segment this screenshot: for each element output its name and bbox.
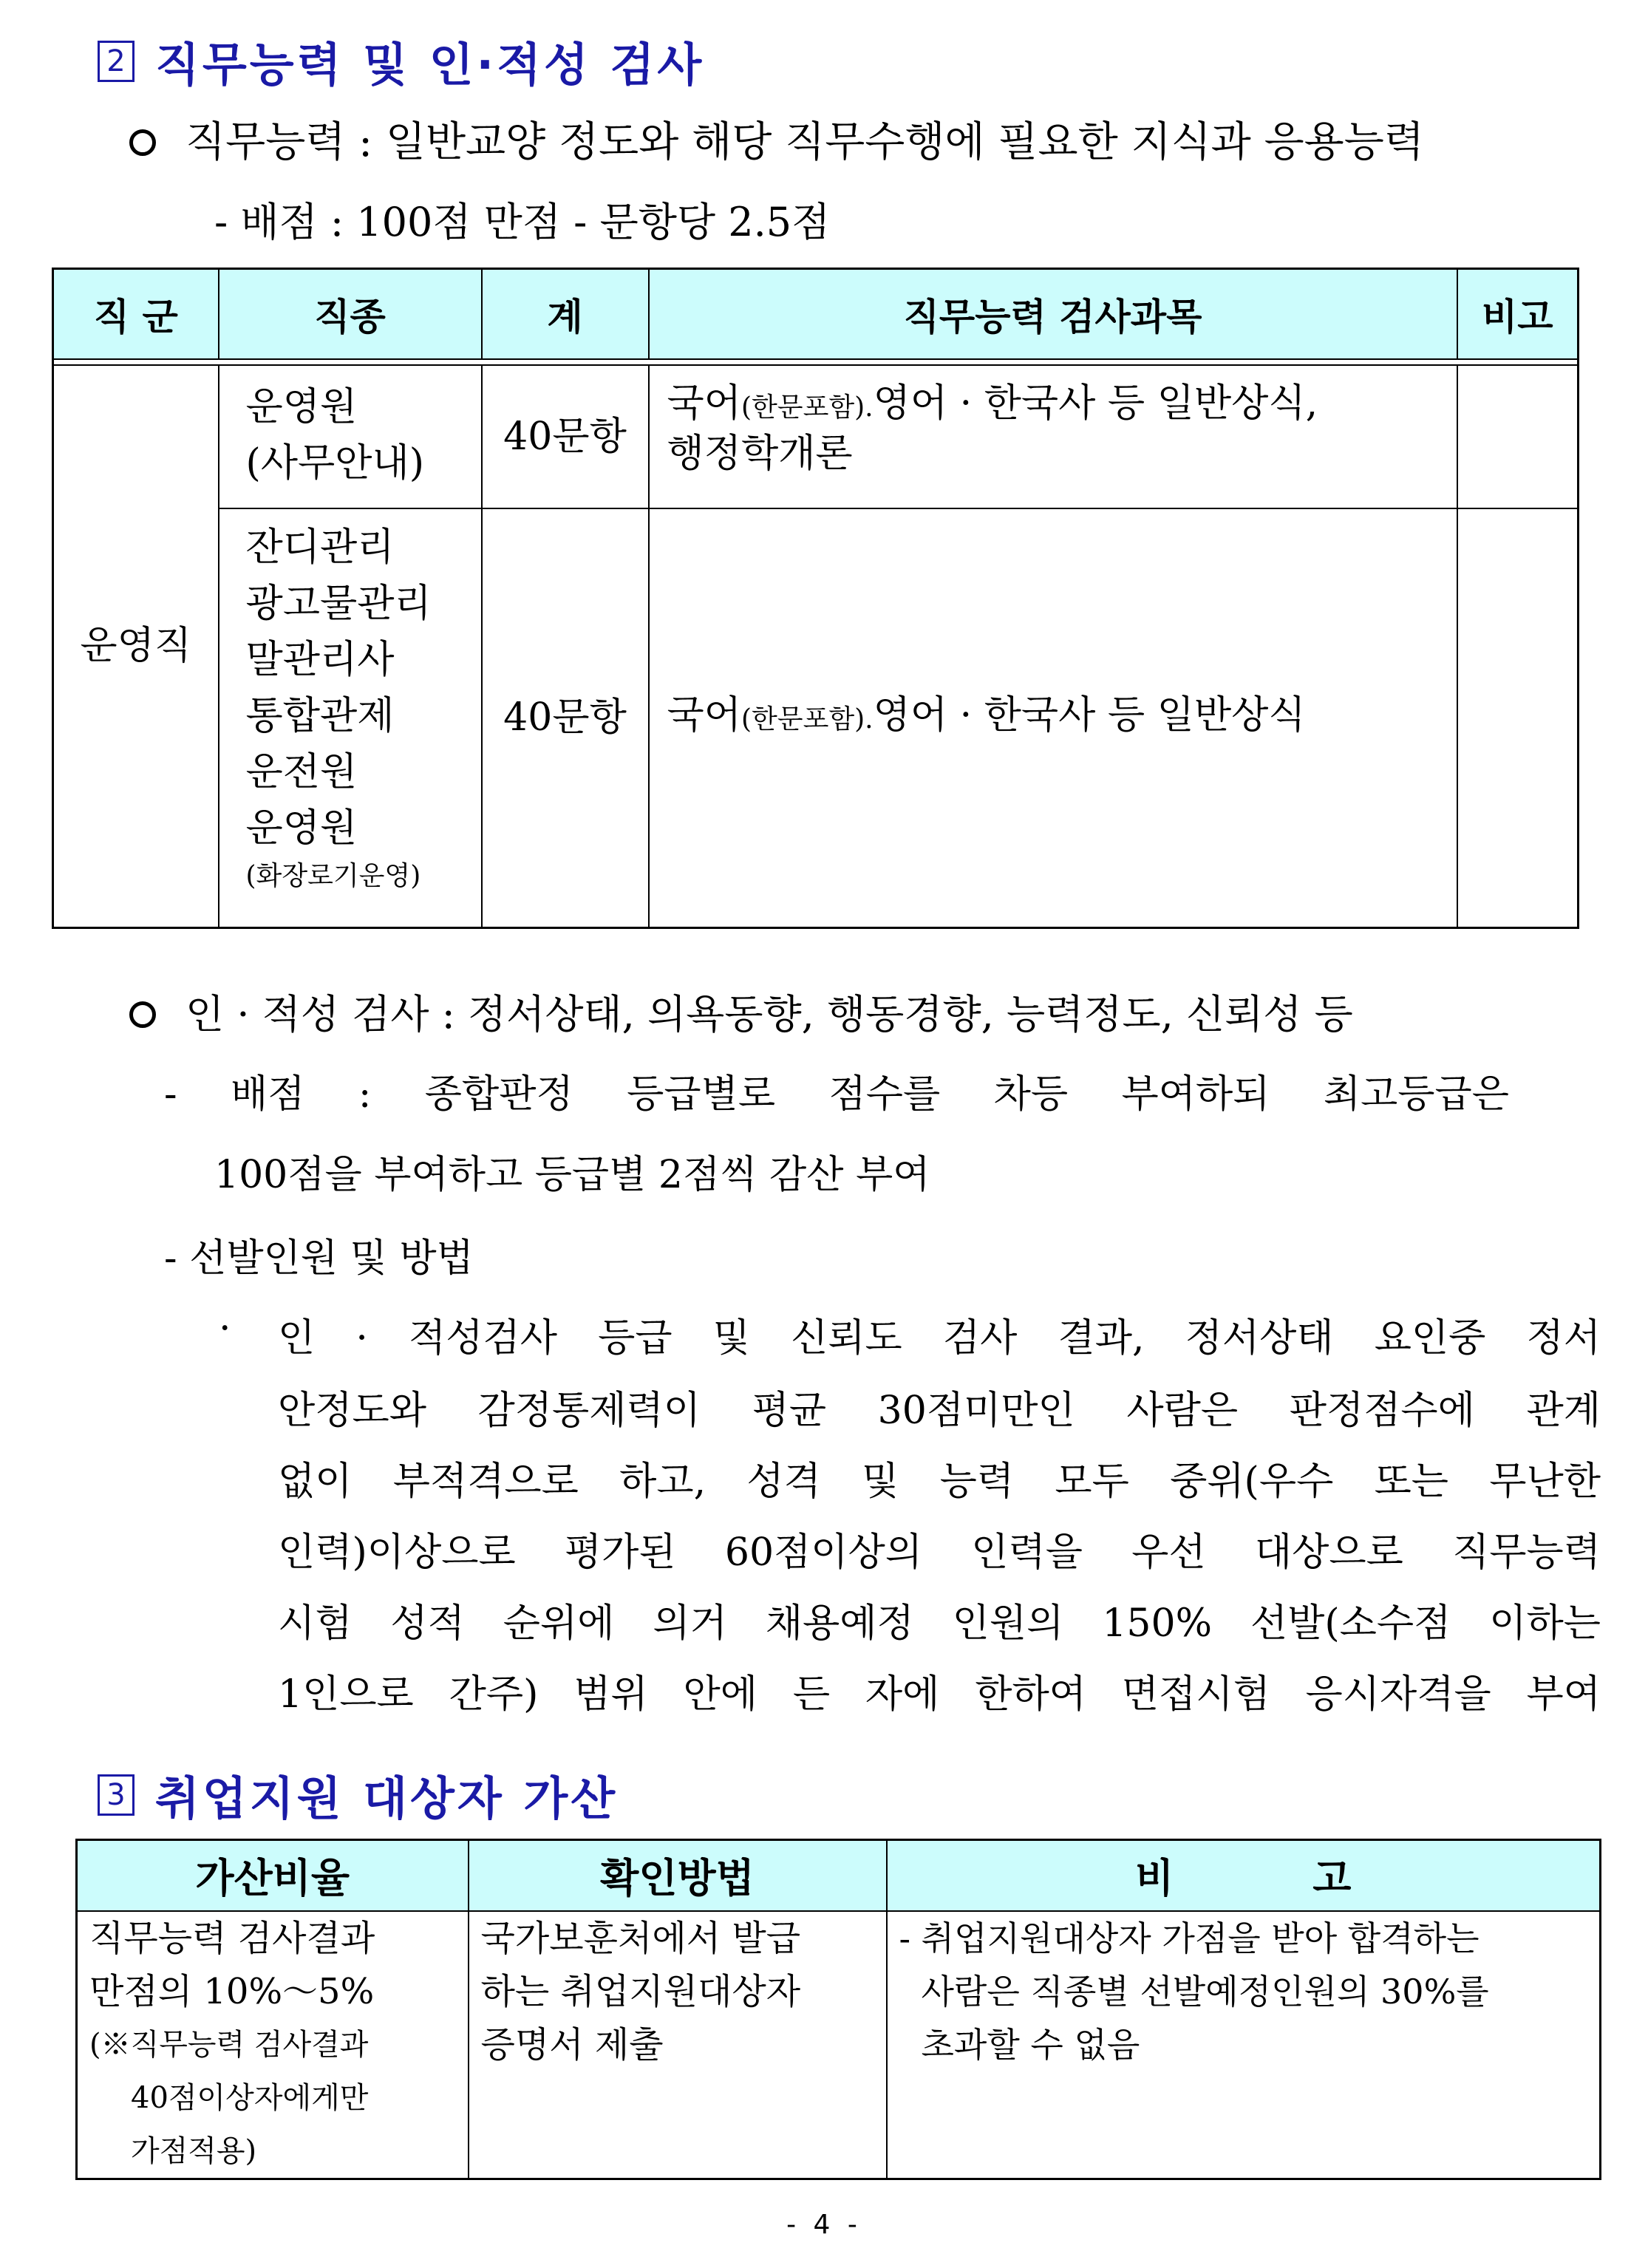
- selection-line: 없이 부적격으로 하고, 성격 및 능력 모두 중위(우수 또는 무난한: [278, 1460, 1601, 1504]
- job-cell: [219, 365, 482, 508]
- ability-line: [129, 109, 1424, 168]
- subjects-cell: [649, 508, 1457, 928]
- remark-line: - 취업지원대상자 가점을 받아 합격하는: [899, 1918, 1480, 1958]
- section-number-box: 2: [98, 41, 135, 82]
- subject-korean: 국어: [667, 381, 741, 426]
- subject-rest: 영어 · 한국사 등 일반상식: [873, 693, 1306, 738]
- circle-bullet-icon: [129, 129, 156, 156]
- selection-line: 인력)이상으로 평가된 60점이상의 인력을 우선 대상으로 직무능력: [278, 1530, 1601, 1575]
- remark-line: 사람은 직종별 선발예정인원의 30%를: [921, 1971, 1489, 2012]
- header-double-rule: [53, 359, 1579, 365]
- subject-korean: 국어: [667, 693, 741, 738]
- subject-rest: 영어 · 한국사 등 일반상식,: [873, 381, 1318, 426]
- group-cell: 운영직: [53, 365, 219, 928]
- method-line: 하는 취업지원대상자: [480, 1970, 801, 2012]
- col-header-count: 계: [482, 269, 649, 359]
- selection-bullet: ·: [219, 1307, 231, 1351]
- job-name: 통합관제: [245, 693, 395, 738]
- selection-line: 1인으로 간주) 범위 안에 든 자에 한하여 면접시험 응시자격을 부여: [278, 1672, 1601, 1717]
- aptitude-score-2: 100점을 부여하고 등급별 2점씩 감산 부여: [214, 1153, 930, 1197]
- col-header-note: 비 고: [887, 1840, 1601, 1911]
- method-cell: [469, 1911, 887, 2179]
- note-cell: [1457, 365, 1579, 508]
- method-line: 증명서 제출: [480, 2023, 664, 2066]
- col-header-method: 확인방법: [469, 1840, 887, 1911]
- section-title: 직무능력 및 인·적성 검사: [155, 38, 705, 92]
- page-number: - 4 -: [786, 2210, 862, 2240]
- job-detail: (화장로기운영): [245, 860, 421, 891]
- job-name: 잔디관리: [245, 525, 395, 570]
- job-name: 광고물관리: [245, 581, 432, 626]
- method-line: 국가보훈처에서 발급: [480, 1917, 801, 1959]
- ratio-line: (※직무능력 검사결과: [89, 2027, 369, 2062]
- ratio-cell: [77, 1911, 469, 2179]
- job-cell: [219, 508, 482, 928]
- job-name: 말관리사: [245, 637, 395, 682]
- col-header-subjects: 직무능력 검사과목: [649, 269, 1457, 359]
- section-number-box: 3: [98, 1774, 135, 1816]
- selection-title: - 선발인원 및 방법: [164, 1236, 474, 1281]
- section-3-heading: [98, 1762, 618, 1828]
- job-name: 운전원: [245, 749, 358, 794]
- ratio-line: 가점적용): [131, 2134, 257, 2168]
- bonus-table: [75, 1839, 1601, 2180]
- remark-line: 초과할 수 없음: [921, 2024, 1140, 2065]
- remark-cell: [887, 1911, 1601, 2179]
- subject-korean-note: (한문포함).: [740, 704, 874, 735]
- ratio-line: 만점의 10%～5%: [89, 1970, 375, 2012]
- selection-line: 인 · 적성검사 등급 및 신뢰도 검사 결과, 정서상태 요인중 정서: [278, 1316, 1601, 1361]
- job-detail: (사무안내): [245, 440, 425, 486]
- ability-table: [52, 268, 1579, 929]
- aptitude-line: [129, 983, 1353, 1040]
- subject-line-2: 행정학개론: [667, 431, 853, 476]
- ratio-line: 직무능력 검사결과: [89, 1917, 375, 1959]
- col-header-group: 직 군: [53, 269, 219, 359]
- job-name: 운영원: [245, 806, 358, 851]
- circle-bullet-icon: [129, 1001, 156, 1028]
- subject-korean-note: (한문포함).: [740, 392, 874, 423]
- ability-text: 직무능력 : 일반교양 정도와 해당 직무수행에 필요한 지식과 응용능력: [185, 118, 1424, 166]
- subjects-cell: [649, 365, 1457, 508]
- ratio-line: 40점이상자에게만: [131, 2080, 369, 2115]
- job-name: 운영원: [245, 384, 358, 429]
- selection-line: 안정도와 감정통제력이 평균 30점미만인 사람은 판정점수에 관계: [278, 1389, 1601, 1433]
- col-header-note: 비고: [1457, 269, 1579, 359]
- section-title: 취업지원 대상자 가산: [155, 1771, 619, 1825]
- col-header-job: 직종: [219, 269, 482, 359]
- count-cell: 40문항: [482, 508, 649, 928]
- note-cell: [1457, 508, 1579, 928]
- ability-score: - 배점 : 100점 만점 - 문항당 2.5점: [214, 199, 831, 245]
- section-2-heading: [98, 28, 704, 94]
- aptitude-text: 인 · 적성 검사 : 정서상태, 의욕동향, 행동경향, 능력정도, 신뢰성 등: [185, 991, 1353, 1038]
- aptitude-score-1: - 배점 : 종합판정 등급별로 점수를 차등 부여하되 최고등급은: [164, 1072, 1509, 1117]
- selection-line: 시험 성적 순위에 의거 채용예정 인원의 150% 선발(소수점 이하는: [278, 1601, 1601, 1646]
- col-header-ratio: 가산비율: [77, 1840, 469, 1911]
- count-cell: 40문항: [482, 365, 649, 508]
